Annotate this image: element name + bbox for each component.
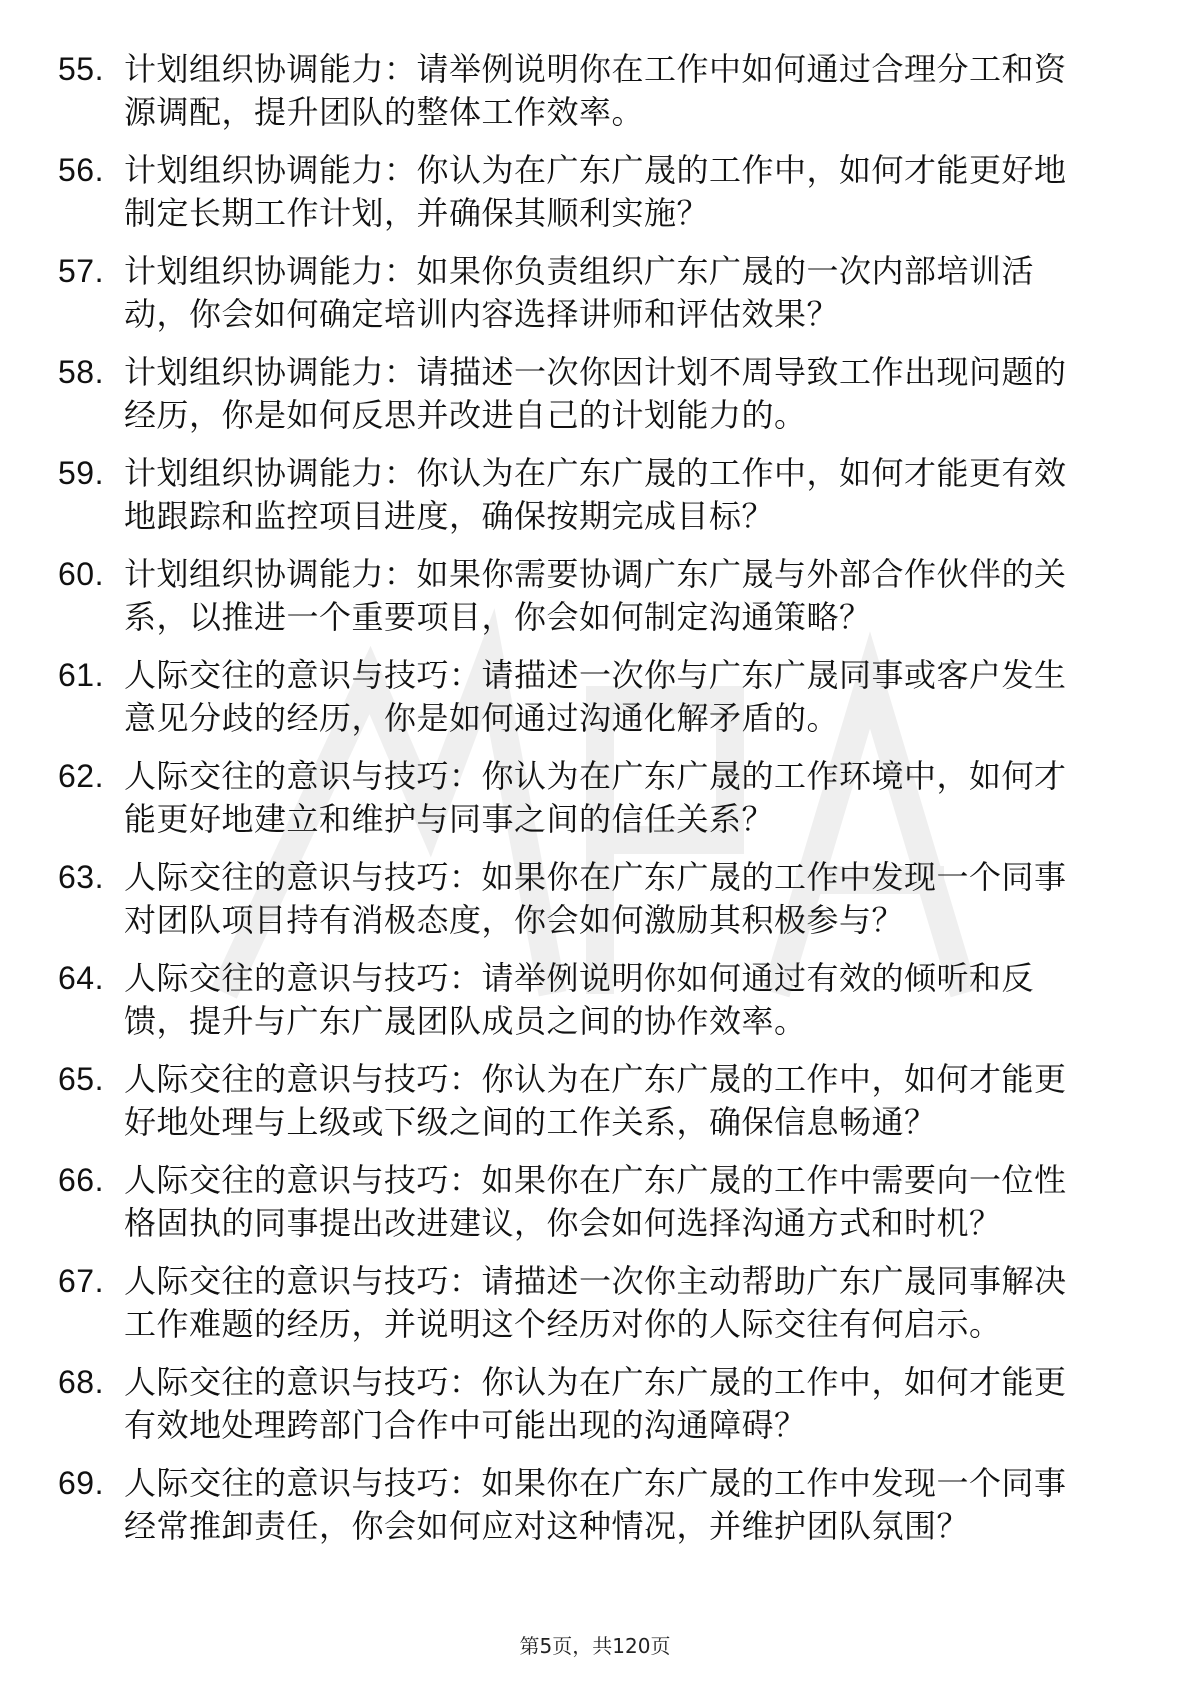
question-text: 计划组织协调能力：你认为在广东广晟的工作中，如何才能更有效地跟踪和监控项目进度，确保按期完成目标？ bbox=[124, 454, 1067, 535]
question-text: 人际交往的意识与技巧：请描述一次你与广东广晟同事或客户发生意见分歧的经历，你是如何通过沟通化解矛盾的。 bbox=[124, 656, 1067, 737]
list-item bbox=[58, 1361, 1098, 1447]
question-number: 58. bbox=[58, 354, 104, 390]
list-item bbox=[58, 48, 1098, 134]
list-item bbox=[58, 654, 1098, 740]
list-item bbox=[58, 1260, 1098, 1346]
list-item bbox=[58, 250, 1098, 336]
list-item bbox=[58, 856, 1098, 942]
question-number: 67. bbox=[58, 1263, 104, 1299]
question-number: 66. bbox=[58, 1162, 104, 1198]
question-number: 59. bbox=[58, 455, 104, 491]
question-number: 55. bbox=[58, 51, 104, 87]
question-text: 计划组织协调能力：你认为在广东广晟的工作中，如何才能更好地制定长期工作计划，并确保其顺利实施？ bbox=[124, 151, 1067, 232]
list-item bbox=[58, 1058, 1098, 1144]
list-item bbox=[58, 755, 1098, 841]
question-text: 计划组织协调能力：请举例说明你在工作中如何通过合理分工和资源调配，提升团队的整体工作效率。 bbox=[124, 50, 1067, 131]
question-number: 62. bbox=[58, 758, 104, 794]
question-text: 计划组织协调能力：如果你需要协调广东广晟与外部合作伙伴的关系，以推进一个重要项目，你会如何制定沟通策略？ bbox=[124, 555, 1067, 636]
question-text: 人际交往的意识与技巧：你认为在广东广晟的工作中，如何才能更有效地处理跨部门合作中可能出现的沟通障碍？ bbox=[124, 1363, 1067, 1444]
list-item bbox=[58, 351, 1098, 437]
question-text: 人际交往的意识与技巧：如果你在广东广晟的工作中发现一个同事对团队项目持有消极态度，你会如何激励其积极参与？ bbox=[124, 858, 1067, 939]
page-footer: 第5页，共120页 bbox=[519, 1634, 671, 1658]
question-number: 57. bbox=[58, 253, 104, 289]
question-text: 人际交往的意识与技巧：请描述一次你主动帮助广东广晟同事解决工作难题的经历，并说明这个经历对你的人际交往有何启示。 bbox=[124, 1262, 1067, 1343]
question-number: 56. bbox=[58, 152, 104, 188]
question-text: 计划组织协调能力：请描述一次你因计划不周导致工作出现问题的经历，你是如何反思并改进自己的计划能力的。 bbox=[124, 353, 1067, 434]
question-number: 68. bbox=[58, 1364, 104, 1400]
list-item bbox=[58, 452, 1098, 538]
question-number: 69. bbox=[58, 1465, 104, 1501]
question-number: 63. bbox=[58, 859, 104, 895]
list-item bbox=[58, 1462, 1098, 1548]
list-item bbox=[58, 957, 1098, 1043]
question-text: 人际交往的意识与技巧：如果你在广东广晟的工作中发现一个同事经常推卸责任，你会如何应对这种情况，并维护团队氛围？ bbox=[124, 1464, 1067, 1545]
question-text: 人际交往的意识与技巧：你认为在广东广晟的工作环境中，如何才能更好地建立和维护与同事之间的信任关系？ bbox=[124, 757, 1067, 838]
list-item bbox=[58, 1159, 1098, 1245]
question-text: 计划组织协调能力：如果你负责组织广东广晟的一次内部培训活动，你会如何确定培训内容选择讲师和评估效果？ bbox=[124, 252, 1035, 333]
question-number: 60. bbox=[58, 556, 104, 592]
question-text: 人际交往的意识与技巧：你认为在广东广晟的工作中，如何才能更好地处理与上级或下级之间的工作关系，确保信息畅通？ bbox=[124, 1060, 1067, 1141]
question-text: 人际交往的意识与技巧：如果你在广东广晟的工作中需要向一位性格固执的同事提出改进建议，你会如何选择沟通方式和时机？ bbox=[124, 1161, 1067, 1242]
question-number: 65. bbox=[58, 1061, 104, 1097]
list-item bbox=[58, 149, 1098, 235]
question-number: 64. bbox=[58, 960, 104, 996]
question-list bbox=[58, 48, 1098, 1563]
list-item bbox=[58, 553, 1098, 639]
question-number: 61. bbox=[58, 657, 104, 693]
question-text: 人际交往的意识与技巧：请举例说明你如何通过有效的倾听和反馈，提升与广东广晟团队成员之间的协作效率。 bbox=[124, 959, 1035, 1040]
